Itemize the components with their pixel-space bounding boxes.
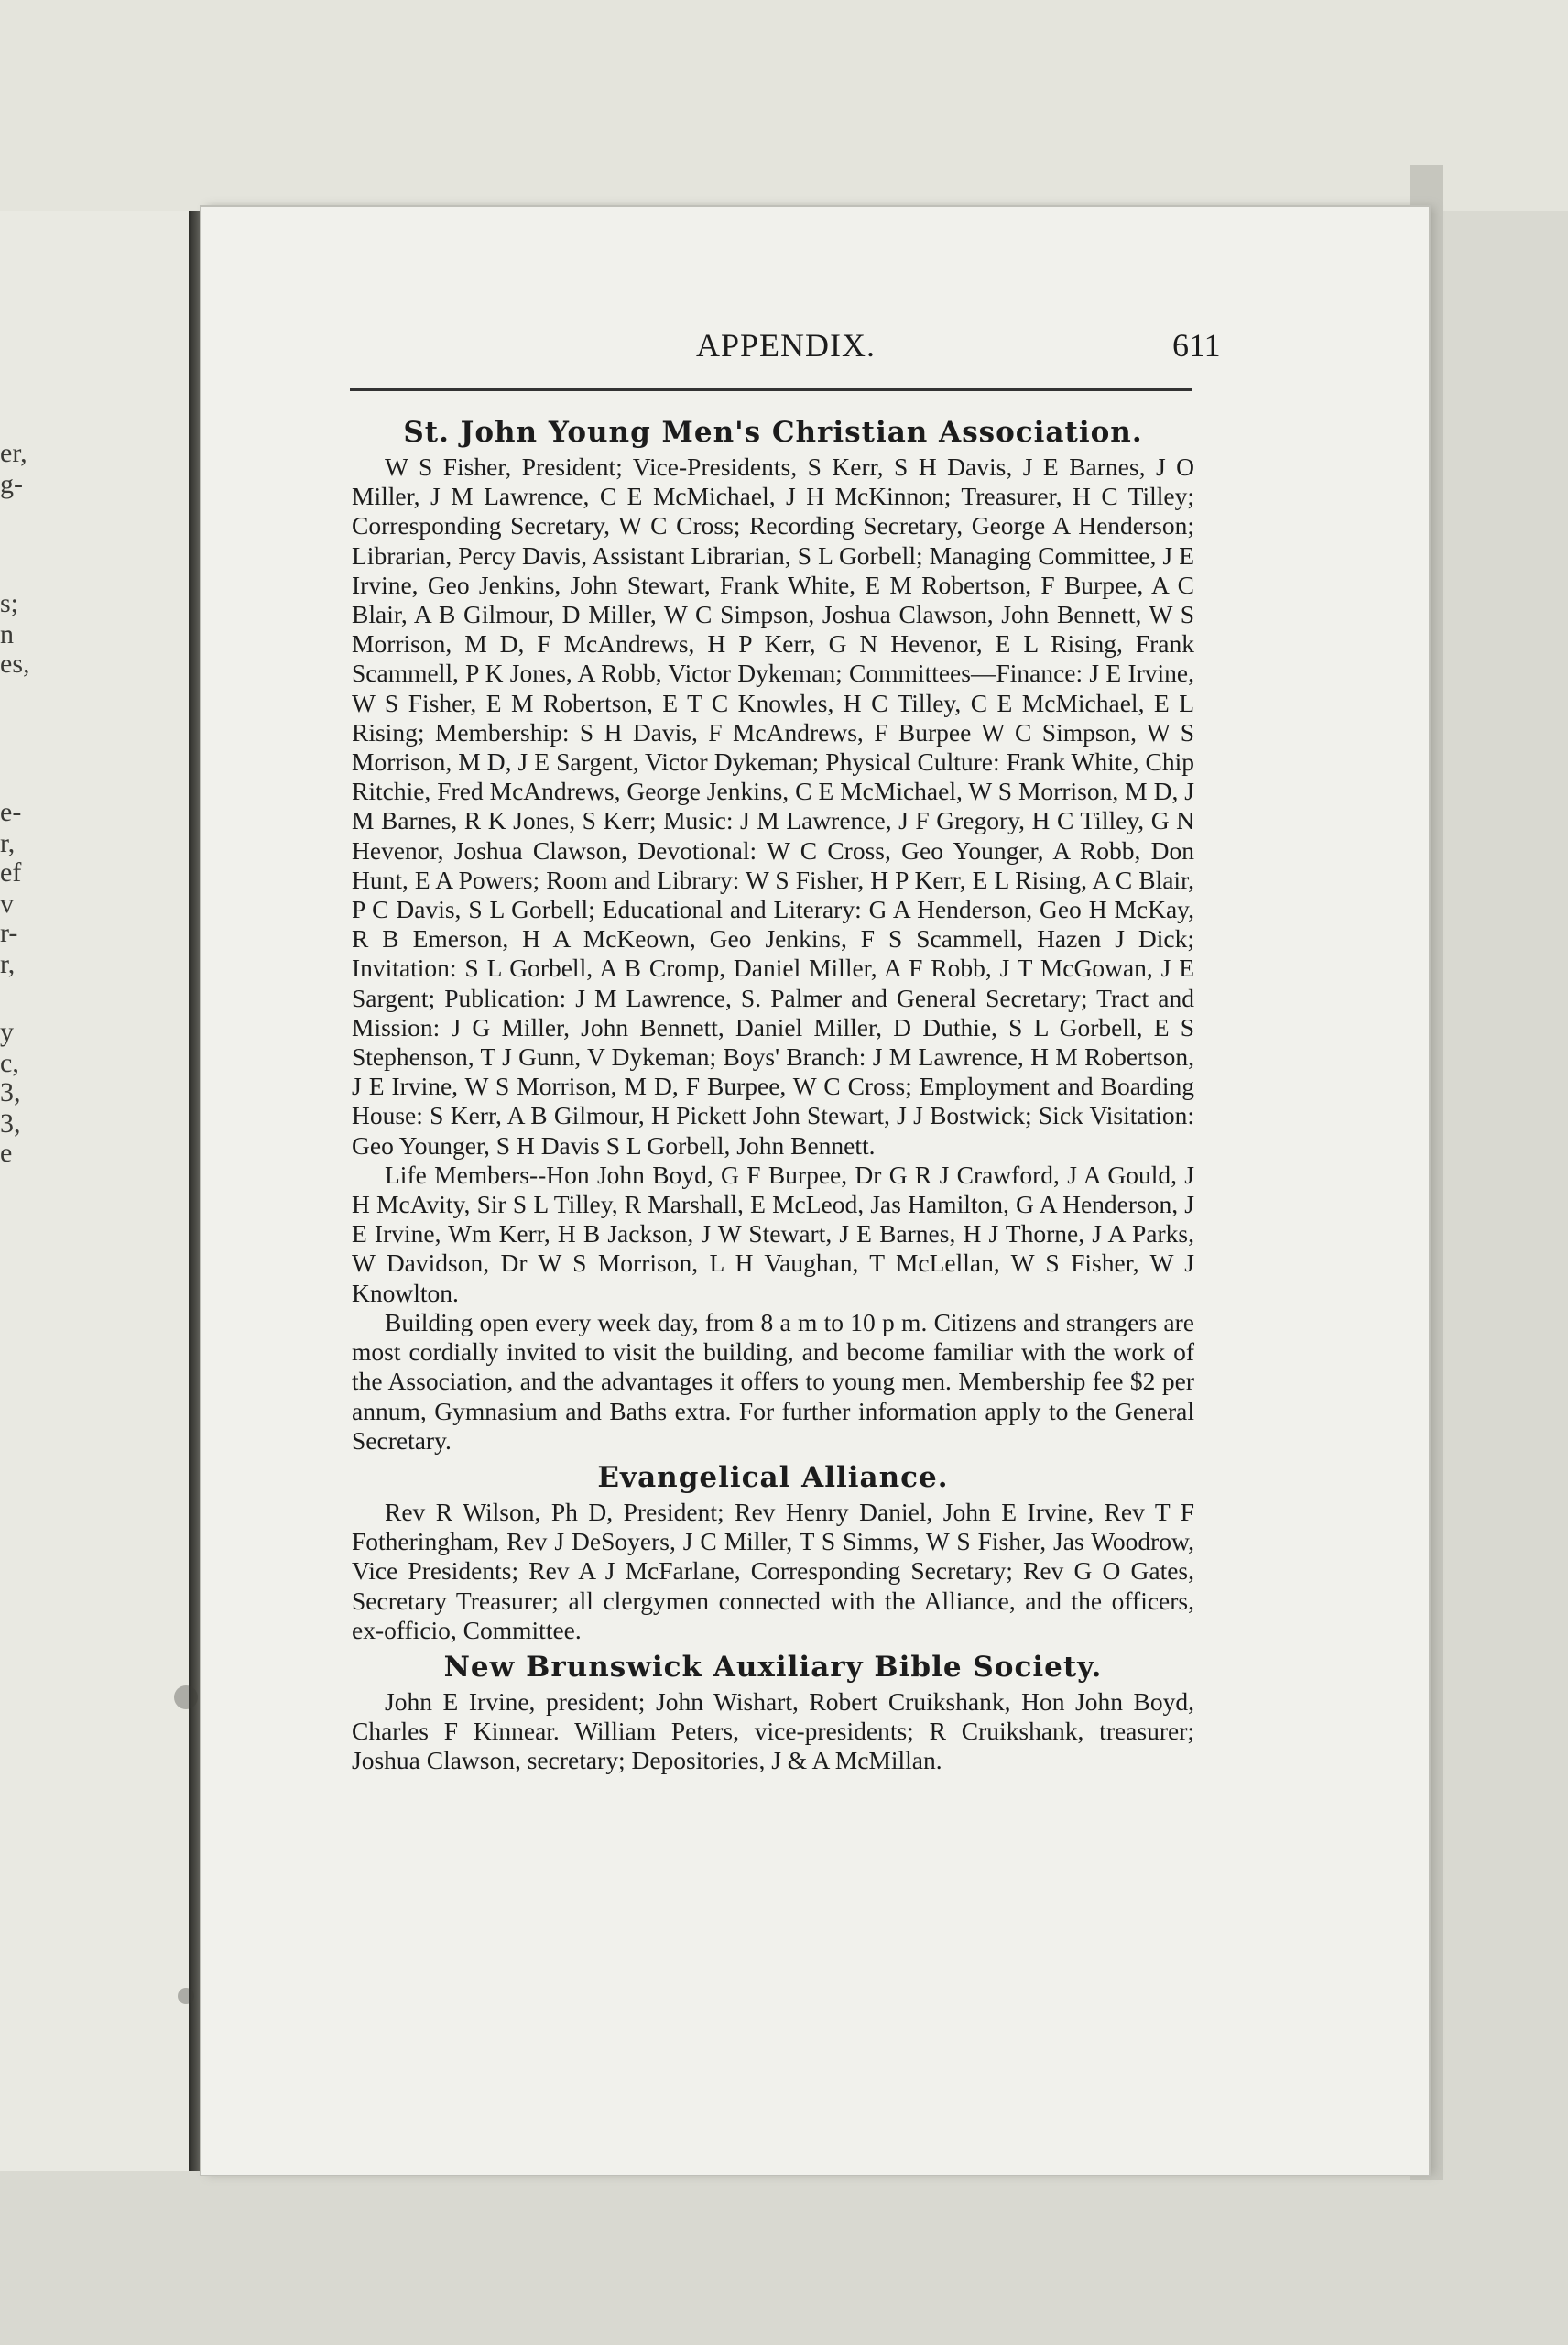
officers-paragraph: W S Fisher, President; Vice-Presidents, S Kerr, S H Davis, J E Barnes, J O Miller, J M Lawrence, C E McMichael, J H McKinnon; Treasurer, H C Tilley; Corresponding Secretary, W C Cross; Recording Secretary, George A Henderson; Librarian, Percy Davis, Assistant Librarian, S L Gorbell; Managing Committee, J E Irvine, Geo Jenkins, John Stewart, Frank White, E M Robertson, F Burpee, A C Blair, A B Gilmour, D Miller, W C Simpson, Joshua Clawson, John Bennett, W S Morrison, M D, F McAndrews, H P Kerr, G N Hevenor, E L Rising, Frank Scammell, P K Jones, A Robb, Victor Dykeman; Committees—Finance: J E Irvine, W S Fisher, E M Robertson, E T C Knowles, H C Tilley, C E McMichael, E L Rising; Membership: S H Davis, F McAndrews, F Burpee W C Simpson, W S Morrison, M D, J E Sargent, Victor Dykeman; Physical Culture: Frank White, Chip Ritchie, Fred McAndrews, George Jenkins, C E McMichael, W S Morrison, M D, J M Barnes, R K Jones, S Kerr; Music: J M Lawrence, J F Gregory, H C Tilley, G N Hevenor, Joshua Clawson, Devotional: W C Cross, Geo Younger, A Robb, Don Hunt, E A Powers; Room and Library: W S Fisher, H P Kerr, E L Rising, A C Blair, P C Davis, S L Gorbell; Educational and Literary: G A Henderson, Geo H McKay, R B Emerson, H A McKeown, Geo Jenkins, F S Scammell, Hazen J Dick; Invitation: S L Gorbell, A B Cromp, Daniel Miller, A F Robb, J T McGowan, J E Sargent; Publication: J M Lawrence, S. Palmer and General Secretary; Tract and Mission: J G Miller, John Bennett, Daniel Miller, D Duthie, S L Gorbell, E S Stephenson, T J Gunn, V Dykeman; Boys' Branch: J M Lawrence, H M Robertson, J E Irvine, W S Morrison, M D, F Burpee, W C Cross; Employment and Boarding House: S Kerr, A B Gilmour, H Pickett John Stewart, J J Bostwick; Sick Visitation: Geo Younger, S H Davis S L Gorbell, John Bennett.: [352, 453, 1194, 1160]
page-body: [352, 410, 1194, 1776]
page-number: 611: [1172, 327, 1221, 364]
left-page-fragment: e-: [0, 797, 22, 827]
left-page-fragment: v: [0, 889, 14, 919]
left-page-fragment: r,: [0, 949, 16, 979]
left-page-fragment: e: [0, 1138, 13, 1168]
ymca-section: [352, 416, 1194, 1456]
left-page-fragment: y: [0, 1017, 14, 1047]
left-page-fragment: r,: [0, 828, 16, 858]
left-page-fragment: r-: [0, 918, 18, 948]
left-page-fragment: es,: [0, 649, 30, 679]
left-page-fragment: n: [0, 619, 14, 649]
header-rule: [350, 388, 1192, 391]
evangelical-alliance-section: [352, 1461, 1194, 1645]
left-page-fragment: 3,: [0, 1108, 21, 1139]
left-page-fragment: er,: [0, 438, 27, 468]
section-heading: New Brunswick Auxiliary Bible Society.: [443, 1650, 1103, 1684]
page-header: [201, 326, 1429, 372]
alliance-officers-paragraph: Rev R Wilson, Ph D, President; Rev Henry Daniel, John E Irvine, Rev T F Fotheringham, Rev J DeSoyers, J C Miller, T S Simms, W S Fisher, Jas Woodrow, Vice Presidents; Rev A J McFarlane, Corresponding Secretary; Rev G O Gates, Secretary Treasurer; all clergymen connected with the Alliance, and the officers, ex-officio, Committee.: [352, 1497, 1194, 1644]
life-members-paragraph: Life Members--Hon John Boyd, G F Burpee, Dr G R J Crawford, J A Gould, J H McAvity, Sir S L Tilley, R Marshall, E McLeod, Jas Hamilton, G A Henderson, J E Irvine, Wm Kerr, H B Jackson, J W Stewart, J E Barnes, H J Thorne, J A Parks, W Davidson, Dr W S Morrison, L H Vaughan, T McLellan, W S Fisher, W J Knowlton.: [352, 1160, 1194, 1307]
left-page-fragment: c,: [0, 1048, 19, 1078]
building-info-paragraph: Building open every week day, from 8 a m to 10 p m. Citizens and strangers are most cordially invited to visit the building, and become familiar with the work of the Association, and the advantages it offers to young men. Membership fee $2 per annum, Gymnasium and Baths extra. For further information apply to the General Secretary.: [352, 1307, 1194, 1455]
left-facing-page: [0, 211, 200, 2171]
running-title: APPENDIX.: [696, 327, 877, 364]
left-page-fragment: ef: [0, 857, 22, 888]
bible-society-section: [352, 1651, 1194, 1776]
bible-society-paragraph: John E Irvine, president; John Wishart, Robert Cruikshank, Hon John Boyd, Charles F Kinnear. William Peters, vice-presidents; R Cruikshank, treasurer; Joshua Clawson, secretary; Depositories, J & A McMillan.: [352, 1686, 1194, 1775]
binding-mark: [178, 1988, 194, 2004]
left-page-fragment: s;: [0, 588, 19, 618]
section-heading: St. John Young Men's Christian Association.: [403, 416, 1143, 449]
scan-top-band: [0, 0, 1568, 211]
book-gutter: [189, 211, 201, 2171]
book-page: [201, 207, 1429, 2175]
left-page-fragment: g-: [0, 469, 23, 499]
left-page-fragment: 3,: [0, 1077, 21, 1107]
section-heading: Evangelical Alliance.: [597, 1460, 949, 1494]
binding-mark: [174, 1685, 198, 1709]
